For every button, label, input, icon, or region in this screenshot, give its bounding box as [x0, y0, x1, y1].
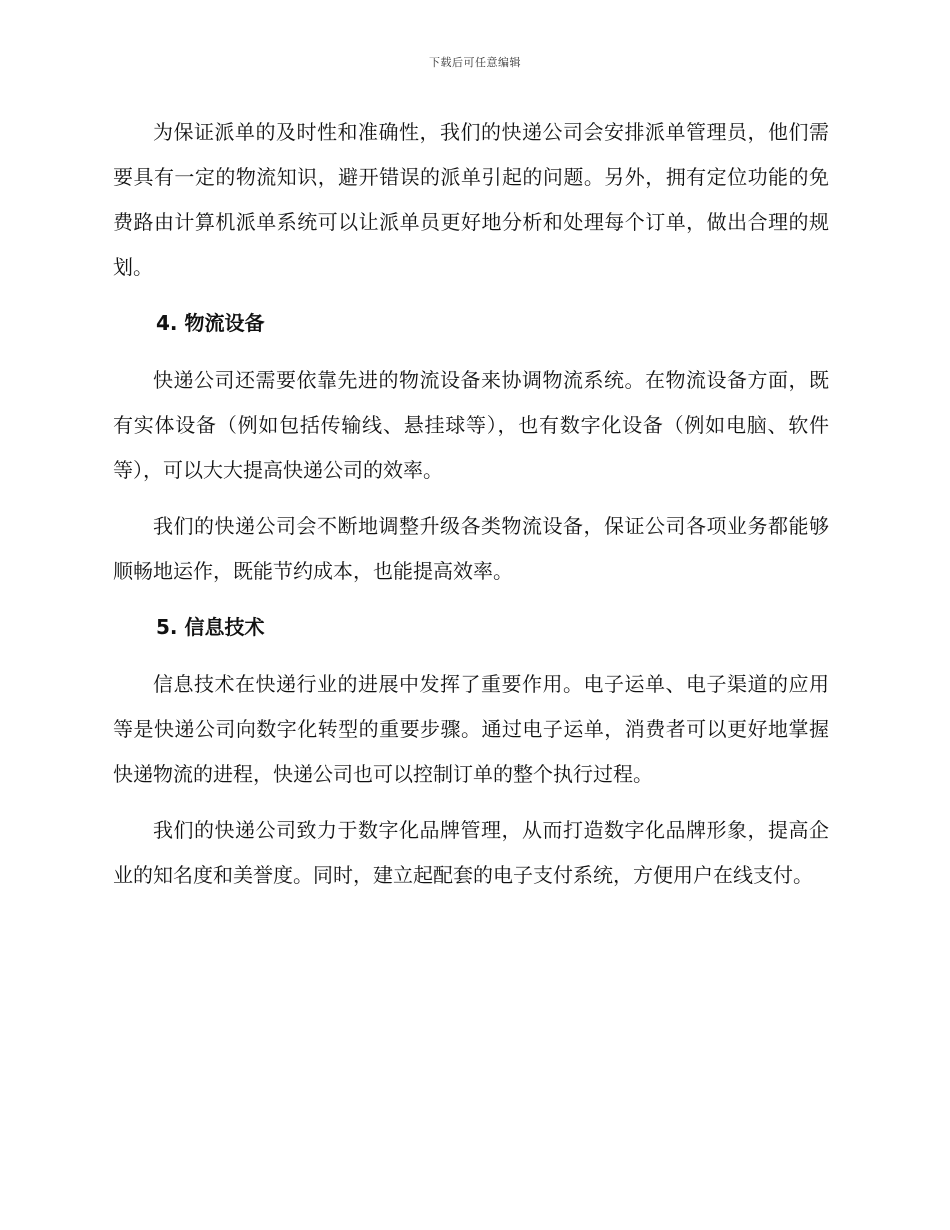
page-header: 下载后可任意编辑 — [429, 56, 521, 69]
section-heading-information-technology: 5. 信息技术 — [156, 615, 265, 639]
section4-paragraph-2: 我们的快递公司会不断地调整升级各类物流设备，保证公司各项业务都能够顺畅地运作，既能节约成本，也能提高效率。 — [113, 514, 829, 583]
section5-paragraph-1: 信息技术在快递行业的进展中发挥了重要作用。电子运单、电子渠道的应用等是快递公司向数字化转型的重要步骤。通过电子运单，消费者可以更好地掌握快递物流的进程，快递公司也可以控制订单的整个执行过程。 — [113, 672, 829, 786]
section-heading-logistics-equipment: 4. 物流设备 — [156, 311, 265, 335]
section5-paragraph-2: 我们的快递公司致力于数字化品牌管理，从而打造数字化品牌形象，提高企业的知名度和美誉度。同时，建立起配套的电子支付系统，方便用户在线支付。 — [113, 818, 829, 887]
section4-paragraph-1: 快递公司还需要依靠先进的物流设备来协调物流系统。在物流设备方面，既有实体设备（例如包括传输线、悬挂球等），也有数字化设备（例如电脑、软件等），可以大大提高快递公司的效率。 — [113, 368, 829, 482]
document-body — [113, 110, 829, 909]
intro-paragraph: 为保证派单的及时性和准确性，我们的快递公司会安排派单管理员，他们需要具有一定的物流知识，避开错误的派单引起的问题。另外，拥有定位功能的免费路由计算机派单系统可以让派单员更好地分析和处理每个订单，做出合理的规划。 — [113, 120, 829, 279]
